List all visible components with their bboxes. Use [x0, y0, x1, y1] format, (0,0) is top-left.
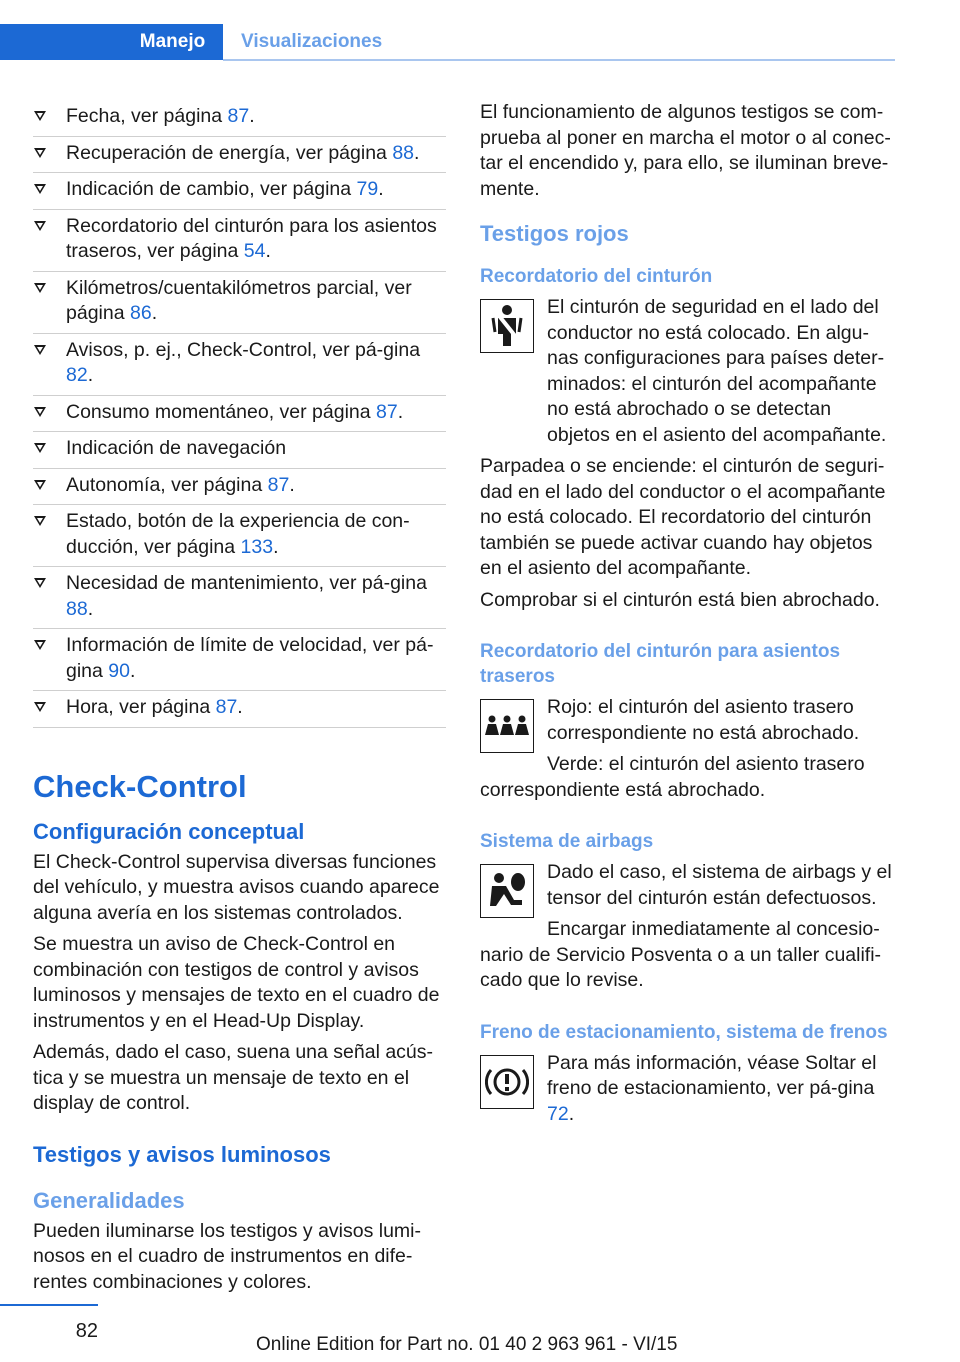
triangle-bullet-icon — [34, 702, 46, 712]
list-item-text: Necesidad de mantenimiento, ver pá-gina — [66, 572, 427, 594]
list-item-text: Fecha, ver página — [66, 105, 228, 127]
triangle-bullet-icon — [34, 516, 46, 526]
page-header — [0, 24, 960, 64]
tab-manejo[interactable]: Manejo — [122, 24, 223, 60]
list-item-tail: . — [249, 105, 255, 127]
page-number-rule — [0, 1304, 98, 1306]
heading-recordatorio-traseros: Recordatorio del cinturón para asientos traseros — [480, 641, 841, 687]
list-item — [33, 334, 446, 396]
list-item-tail: . — [378, 178, 384, 200]
paragraph — [547, 1051, 895, 1128]
list-item — [33, 469, 446, 506]
list-item-tail: . — [87, 364, 94, 386]
triangle-bullet-icon — [34, 184, 46, 194]
triangle-bullet-icon — [34, 111, 46, 121]
page-number: 82 — [75, 1320, 98, 1342]
paragraph: Se muestra un aviso de Check-Control en combinación con testigos de control y avisos luminosos y mensajes de texto en el cuadro de instrumentos y en el Head-Up Display. — [33, 933, 440, 1032]
page-link[interactable]: 82 — [66, 364, 88, 386]
list-item-text: Información de límite de velocidad, ver pá-gina — [66, 634, 434, 682]
list-item — [33, 396, 446, 433]
airbag-icon — [480, 864, 534, 918]
list-item — [33, 137, 446, 174]
page-link[interactable]: 90 — [108, 659, 130, 682]
page-link[interactable]: 133 — [240, 535, 274, 558]
page-link[interactable]: 86 — [129, 302, 152, 324]
page-footer — [0, 1304, 960, 1362]
triangle-bullet-icon — [34, 148, 46, 158]
triangle-bullet-icon — [34, 283, 46, 293]
list-item-text: Consumo momentáneo, ver página — [66, 400, 377, 423]
list-item-tail: . — [151, 302, 158, 324]
header-accent-bar — [0, 24, 122, 60]
list-item-text: Recordatorio del cinturón para los asientos traseros, ver página — [66, 214, 437, 262]
rear-seatbelt-icon — [480, 699, 534, 753]
triangle-bullet-icon — [34, 345, 46, 355]
paragraph: Verde: el cinturón del asiento trasero correspondiente está abrochado. — [480, 753, 865, 801]
tab-visualizaciones[interactable]: Visualizaciones — [223, 24, 895, 60]
page-link[interactable]: 79 — [356, 178, 379, 200]
list-item-tail: . — [289, 473, 295, 496]
list-item-text: Kilómetros/cuentakilómetros parcial, ver página — [66, 276, 412, 324]
page-link[interactable]: 88 — [392, 141, 415, 164]
list-item-text: Autonomía, ver página — [66, 473, 268, 496]
list-item-text: Hora, ver página — [66, 696, 216, 718]
list-item-tail: . — [130, 659, 136, 682]
paragraph: El cinturón de seguridad en el lado del conductor no está colocado. En algu-nas configuraciones para países deter-minados: el cinturón del acompañante no está abrochado o se detectan objetos en el asiento del acompañante. — [547, 296, 887, 446]
paragraph: Comprobar si el cinturón está bien abrochado. — [480, 588, 880, 611]
paragraph: Dado el caso, el sistema de airbags y el tensor del cinturón están defectuosos. — [547, 861, 892, 909]
list-item-tail: . — [273, 535, 279, 558]
heading-freno-estacionamiento: Freno de estacionamiento, sistema de frenos — [480, 1021, 888, 1043]
triangle-bullet-icon — [34, 407, 46, 417]
list-item-text: Avisos, p. ej., Check-Control, ver pá-gina — [66, 338, 421, 361]
paragraph: Pueden iluminarse los testigos y avisos lumi-nosos en el cuadro de instrumentos en dife-rentes combinaciones y colores. — [33, 1219, 422, 1293]
list-item — [33, 629, 446, 691]
paragraph: Rojo: el cinturón del asiento trasero correspondiente no está abrochado. — [547, 696, 860, 744]
list-item-text: Indicación de cambio, ver página — [66, 178, 357, 200]
brake-block — [480, 1051, 895, 1128]
airbag-block — [480, 860, 895, 994]
paragraph: Encargar inmediatamente al concesio-nario de Servicio Posventa o a un taller cualifi-cado que lo revise. — [480, 918, 882, 991]
right-column — [480, 100, 895, 1133]
triangle-bullet-icon — [34, 443, 46, 453]
list-item — [33, 691, 446, 728]
paragraph: Parpadea o se enciende: el cinturón de seguri-dad en el lado del conductor o el acompañante no está colocado. El recordatorio del cinturón también se puede activar cuando hay objetos en el asiento del acompañante. — [480, 455, 886, 579]
page-link[interactable]: 87 — [376, 400, 398, 423]
paragraph: Además, dado el caso, suena una señal acús-tica y se muestra un mensaje de texto en el display de control. — [33, 1041, 434, 1114]
list-item-text: Estado, botón de la experiencia de con-ducción, ver página — [66, 510, 410, 558]
list-item — [33, 173, 446, 210]
triangle-bullet-icon — [34, 578, 46, 588]
freno-tail: . — [568, 1102, 575, 1125]
triangle-bullet-icon — [34, 221, 46, 231]
triangle-bullet-icon — [34, 640, 46, 650]
header-divider — [223, 59, 895, 61]
list-item-tail: . — [414, 141, 420, 164]
edition-note: Online Edition for Part no. 01 40 2 963 961 - VI/15 — [256, 1334, 678, 1355]
seatbelt-warning-icon — [480, 299, 534, 353]
list-item — [33, 505, 446, 567]
display-items-list — [33, 100, 446, 728]
list-item-tail: . — [397, 400, 404, 423]
list-item-tail: . — [237, 696, 243, 718]
heading-testigos-rojos: Testigos rojos — [480, 221, 629, 246]
brake-warning-icon — [480, 1055, 534, 1109]
heading-sistema-airbags: Sistema de airbags — [480, 831, 654, 852]
page-link[interactable]: 87 — [227, 105, 250, 127]
list-item-tail: . — [265, 240, 271, 262]
list-item-text: Recuperación de energía, ver página — [66, 141, 393, 164]
page-link[interactable]: 54 — [243, 240, 266, 262]
page-link[interactable]: 88 — [66, 597, 88, 620]
seatbelt-block — [480, 295, 895, 448]
list-item-text: Indicación de navegación — [66, 437, 287, 459]
heading-check-control: Check-Control — [33, 768, 247, 804]
heading-generalidades: Generalidades — [33, 1187, 185, 1213]
page-link[interactable]: 87 — [215, 696, 238, 718]
paragraph: El Check-Control supervisa diversas funciones del vehículo, y muestra avisos cuando aparece alguna avería en los sistemas controlados. — [33, 850, 440, 924]
heading-configuracion: Configuración conceptual — [33, 818, 305, 844]
left-column — [33, 100, 446, 1301]
list-item — [33, 100, 446, 137]
page-link-72[interactable]: 72 — [547, 1102, 569, 1125]
heading-recordatorio-cinturon: Recordatorio del cinturón — [480, 266, 713, 287]
list-item — [33, 567, 446, 629]
page-link[interactable]: 87 — [267, 473, 290, 496]
heading-testigos-avisos: Testigos y avisos luminosos — [33, 1141, 331, 1167]
list-item — [33, 432, 446, 469]
freno-text: Para más información, véase Soltar el freno de estacionamiento, ver pá-gina — [547, 1051, 877, 1099]
triangle-bullet-icon — [34, 480, 46, 490]
list-item-tail: . — [87, 597, 94, 620]
paragraph: El funcionamiento de algunos testigos se com-prueba al poner en marcha el motor o al conec-tar el encendido y, para ello, se iluminan breve-mente. — [480, 101, 891, 200]
list-item — [33, 210, 446, 272]
list-item — [33, 272, 446, 334]
rear-seatbelt-block — [480, 695, 895, 803]
